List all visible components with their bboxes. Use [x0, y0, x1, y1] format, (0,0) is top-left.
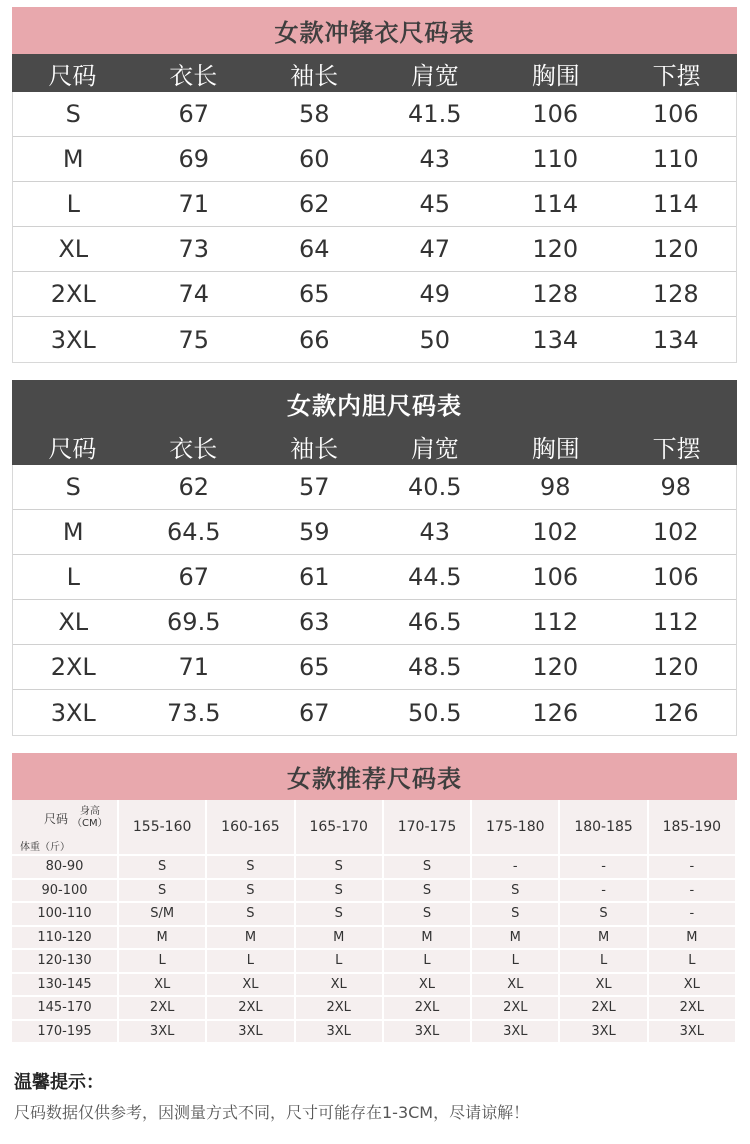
jacket-table-body [12, 92, 737, 363]
table-cell: 128 [532, 280, 579, 308]
recommended-size-cell: L [649, 950, 737, 974]
recommended-size-cell: 3XL [384, 1021, 472, 1045]
table-row [13, 317, 736, 362]
recommended-size-cell: L [472, 950, 560, 974]
table-cell: 67 [298, 698, 330, 727]
table-cell: 74 [178, 280, 210, 308]
table-cell: 120 [652, 653, 699, 681]
corner-size-label: 尺码 [44, 812, 69, 826]
table-cell: 112 [652, 608, 699, 636]
table-cell: 134 [652, 325, 699, 354]
column-header: 胸围 [531, 61, 580, 90]
table-cell: 67 [178, 100, 210, 128]
table-row [13, 92, 736, 137]
table-cell: 134 [532, 325, 579, 354]
table-cell: 49 [419, 280, 451, 308]
recommended-size-cell: S [207, 903, 295, 927]
recommended-size-cell: - [560, 880, 648, 904]
recommended-size-cell: XL [649, 974, 737, 998]
recommended-size-cell: M [207, 927, 295, 951]
table-cell: 106 [532, 563, 579, 591]
liner-size-chart [12, 380, 737, 736]
column-header: 尺码 [48, 61, 97, 90]
weight-range-cell: 130-145 [12, 974, 119, 998]
table-row [12, 880, 737, 904]
recommended-size-chart [12, 753, 737, 1044]
liner-table-body [12, 465, 737, 736]
weight-range-cell: 145-170 [12, 997, 119, 1021]
height-range-header: 170-175 [384, 800, 472, 856]
table-cell: 62 [298, 190, 330, 218]
table-row [12, 856, 737, 880]
recommended-size-cell: 3XL [207, 1021, 295, 1045]
table-row [13, 465, 736, 510]
table-cell: 59 [298, 518, 330, 546]
recommended-size-cell: XL [472, 974, 560, 998]
table-row [12, 997, 737, 1021]
column-header: 衣长 [169, 434, 218, 463]
table-cell: 57 [298, 473, 330, 501]
recommended-size-cell: 3XL [472, 1021, 560, 1045]
recommended-size-cell: S [384, 903, 472, 927]
corner-unit-label: （CM） [72, 818, 108, 829]
recommended-size-cell: S [119, 856, 207, 880]
tips-title: 温馨提示： [14, 1072, 104, 1093]
table-cell: 106 [532, 100, 579, 128]
table-cell: 65 [298, 280, 330, 308]
table-cell: 102 [652, 518, 699, 546]
recommended-size-cell: S [207, 880, 295, 904]
recommended-size-cell: 3XL [649, 1021, 737, 1045]
table-cell: 40.5 [408, 473, 462, 501]
table-cell: 73 [178, 235, 210, 263]
table-row [12, 1021, 737, 1045]
recommended-size-cell: S [296, 856, 384, 880]
recommended-size-cell: S [384, 880, 472, 904]
table-cell: 102 [532, 518, 579, 546]
recommended-size-cell: - [649, 903, 737, 927]
column-header: 衣长 [169, 61, 218, 90]
weight-range-cell: 80-90 [12, 856, 119, 880]
recommended-size-cell: - [472, 856, 560, 880]
weight-range-cell: 110-120 [12, 927, 119, 951]
table-cell: 65 [298, 653, 330, 681]
table-cell: M [62, 518, 84, 546]
recommended-size-cell: 3XL [296, 1021, 384, 1045]
table-cell: 50.5 [408, 698, 462, 727]
table-cell: 66 [298, 325, 330, 354]
table-cell: 120 [532, 235, 579, 263]
table-cell: XL [58, 235, 89, 263]
table-row [12, 903, 737, 927]
table-row [13, 555, 736, 600]
table-cell: S [65, 100, 81, 128]
height-range-header: 155-160 [119, 800, 207, 856]
recommended-header-row [12, 800, 737, 856]
recommended-size-cell: M [560, 927, 648, 951]
height-range-header: 160-165 [207, 800, 295, 856]
tips-text: 尺码数据仅供参考，因测量方式不同，尺寸可能存在1-3CM，尽请谅解！ [14, 1103, 530, 1122]
recommended-table-body [12, 856, 737, 1044]
table-row [12, 974, 737, 998]
recommended-size-cell: - [649, 856, 737, 880]
table-cell: 69 [178, 145, 210, 173]
recommended-size-cell: L [296, 950, 384, 974]
recommended-size-cell: L [560, 950, 648, 974]
table-cell: 106 [652, 100, 699, 128]
table-row [13, 510, 736, 555]
recommended-size-cell: S/M [119, 903, 207, 927]
table-cell: 120 [652, 235, 699, 263]
table-cell: 63 [298, 608, 330, 636]
jacket-chart-title: 女款冲锋衣尺码表 [12, 7, 737, 54]
recommended-chart-title: 女款推荐尺码表 [12, 753, 737, 800]
column-header: 尺码 [48, 434, 97, 463]
tips-section [14, 1068, 734, 1123]
table-cell: 46.5 [408, 608, 462, 636]
table-cell: 62 [178, 473, 210, 501]
table-cell: 71 [178, 653, 210, 681]
recommended-size-cell: S [384, 856, 472, 880]
column-header: 袖长 [290, 434, 339, 463]
table-row [12, 927, 737, 951]
table-cell: 71 [178, 190, 210, 218]
corner-cell [12, 800, 119, 856]
corner-height-label: 身高 [80, 806, 100, 817]
jacket-size-chart [12, 7, 737, 363]
table-row [13, 137, 736, 182]
table-cell: 64 [298, 235, 330, 263]
recommended-size-cell: L [384, 950, 472, 974]
weight-range-cell: 100-110 [12, 903, 119, 927]
table-cell: 60 [298, 145, 330, 173]
recommended-size-cell: M [296, 927, 384, 951]
recommended-size-cell: 2XL [472, 997, 560, 1021]
recommended-size-cell: 2XL [560, 997, 648, 1021]
weight-range-cell: 170-195 [12, 1021, 119, 1045]
table-cell: 41.5 [408, 100, 462, 128]
table-cell: 114 [652, 190, 699, 218]
recommended-size-cell: M [649, 927, 737, 951]
height-range-header: 180-185 [560, 800, 648, 856]
recommended-size-cell: XL [119, 974, 207, 998]
recommended-size-cell: L [207, 950, 295, 974]
recommended-size-cell: M [384, 927, 472, 951]
jacket-header-row [12, 54, 737, 92]
table-cell: 64.5 [167, 518, 221, 546]
table-cell: L [66, 563, 80, 591]
recommended-size-cell: S [560, 903, 648, 927]
table-cell: XL [58, 608, 89, 636]
table-cell: 2XL [50, 280, 96, 308]
recommended-size-cell: S [296, 880, 384, 904]
recommended-size-cell: M [472, 927, 560, 951]
height-range-header: 165-170 [296, 800, 384, 856]
column-header: 肩宽 [410, 61, 459, 90]
table-cell: 67 [178, 563, 210, 591]
recommended-size-cell: M [119, 927, 207, 951]
table-row [13, 690, 736, 735]
table-cell: S [65, 473, 81, 501]
recommended-size-cell: - [560, 856, 648, 880]
weight-range-cell: 120-130 [12, 950, 119, 974]
table-cell: 45 [419, 190, 451, 218]
table-cell: 112 [532, 608, 579, 636]
table-cell: 114 [532, 190, 579, 218]
liner-chart-title: 女款内胆尺码表 [12, 380, 737, 427]
table-cell: 58 [298, 100, 330, 128]
table-cell: 2XL [50, 653, 96, 681]
table-cell: 43 [419, 145, 451, 173]
recommended-size-cell: XL [560, 974, 648, 998]
recommended-size-cell: 3XL [560, 1021, 648, 1045]
column-header: 下摆 [652, 434, 701, 463]
table-cell: 106 [652, 563, 699, 591]
column-header: 袖长 [290, 61, 339, 90]
table-row [13, 272, 736, 317]
recommended-size-cell: S [472, 880, 560, 904]
table-cell: 48.5 [408, 653, 462, 681]
table-cell: L [66, 190, 80, 218]
recommended-size-cell: 2XL [296, 997, 384, 1021]
recommended-size-cell: XL [384, 974, 472, 998]
table-cell: 3XL [50, 325, 96, 354]
liner-header-row [12, 427, 737, 465]
recommended-size-cell: S [472, 903, 560, 927]
recommended-size-cell: 2XL [119, 997, 207, 1021]
recommended-size-cell: S [207, 856, 295, 880]
recommended-size-cell: 2XL [207, 997, 295, 1021]
column-header: 下摆 [652, 61, 701, 90]
table-row [12, 950, 737, 974]
table-cell: 98 [660, 473, 692, 501]
table-cell: 44.5 [408, 563, 462, 591]
table-cell: 110 [652, 145, 699, 173]
table-cell: 47 [419, 235, 451, 263]
table-cell: 50 [419, 325, 451, 354]
height-range-header: 185-190 [649, 800, 737, 856]
table-row [13, 182, 736, 227]
recommended-size-cell: 2XL [649, 997, 737, 1021]
height-range-header: 175-180 [472, 800, 560, 856]
recommended-size-cell: XL [207, 974, 295, 998]
table-row [13, 645, 736, 690]
recommended-size-cell: S [296, 903, 384, 927]
recommended-size-cell: 2XL [384, 997, 472, 1021]
table-row [13, 227, 736, 272]
recommended-size-cell: XL [296, 974, 384, 998]
table-cell: 3XL [50, 698, 96, 727]
table-cell: 126 [532, 698, 579, 727]
recommended-size-cell: 3XL [119, 1021, 207, 1045]
table-cell: 98 [539, 473, 571, 501]
column-header: 胸围 [531, 434, 580, 463]
table-cell: 126 [652, 698, 699, 727]
table-cell: 43 [419, 518, 451, 546]
corner-weight-label: 体重（斤） [20, 842, 70, 853]
weight-range-cell: 90-100 [12, 880, 119, 904]
table-cell: 73.5 [167, 698, 221, 727]
column-header: 肩宽 [410, 434, 459, 463]
table-cell: 128 [652, 280, 699, 308]
table-cell: 69.5 [167, 608, 221, 636]
table-cell: M [62, 145, 84, 173]
recommended-table [12, 800, 737, 1044]
table-row [13, 600, 736, 645]
table-cell: 75 [178, 325, 210, 354]
table-cell: 120 [532, 653, 579, 681]
recommended-size-cell: L [119, 950, 207, 974]
recommended-size-cell: S [119, 880, 207, 904]
recommended-size-cell: - [649, 880, 737, 904]
table-cell: 61 [298, 563, 330, 591]
table-cell: 110 [532, 145, 579, 173]
